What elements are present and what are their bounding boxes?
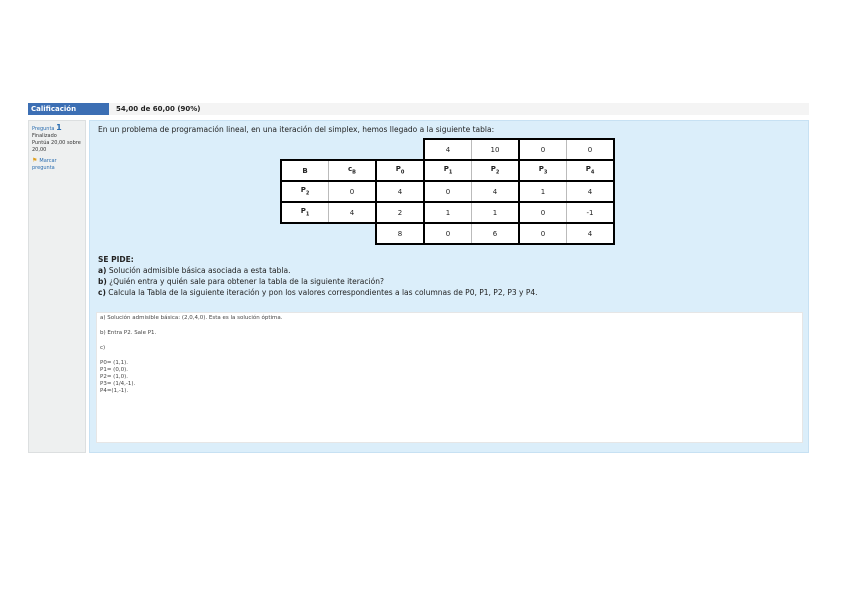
answer-line-c: c)	[100, 345, 106, 351]
table-cell	[281, 139, 329, 160]
answer-line-p1: P1= (0,0).	[100, 367, 128, 373]
table-cell: 4	[424, 139, 472, 160]
table-row-bottom	[281, 223, 614, 244]
table-cell: -1	[567, 202, 615, 223]
table-cell: 0	[519, 223, 567, 244]
table-cell: 0	[519, 202, 567, 223]
table-cell	[329, 139, 377, 160]
table-cell: 0	[424, 181, 472, 202]
answer-line-p3: P3= (1/4,-1).	[100, 381, 136, 387]
question-score-line2: 20,00	[32, 147, 47, 153]
grade-label: Calificación	[28, 103, 109, 115]
answer-box[interactable]	[96, 312, 803, 443]
table-cell	[376, 139, 424, 160]
task-b: b) ¿Quién entra y quién sale para obtener la tabla de la siguiente iteración?	[98, 277, 384, 286]
question-score-line1: Puntúa 20,00 sobre	[32, 140, 81, 146]
table-header-cell: $P_0$	[376, 160, 424, 181]
table-cell: 4	[567, 223, 615, 244]
table-cell: 1	[519, 181, 567, 202]
table-row-top	[281, 139, 614, 160]
table-cell: 6	[472, 223, 520, 244]
table-cell	[281, 223, 329, 244]
task-a: a) Solución admisible básica asociada a esta tabla.	[98, 266, 291, 275]
table-row	[281, 181, 614, 202]
answer-line-a: a) Solución admisible básica: (2,0,4,0). Esta es la solución óptima.	[100, 315, 283, 321]
table-cell: 10	[472, 139, 520, 160]
grade-value: 54,00 de 60,00 (90%)	[116, 105, 201, 113]
answer-line-p2: P2= (1,0).	[100, 374, 128, 380]
answer-line-p0: P0= (1,1).	[100, 360, 128, 366]
table-cell: 0	[329, 181, 377, 202]
table-cell: 0	[567, 139, 615, 160]
question-content	[89, 120, 809, 453]
table-header-cell: $P_2$	[472, 160, 520, 181]
table-cell: 4	[329, 202, 377, 223]
question-number	[32, 124, 82, 133]
answer-line-b: b) Entra P2. Sale P1.	[100, 330, 157, 336]
table-cell: $P_2$	[281, 181, 329, 202]
grade-bar	[28, 103, 809, 115]
task-title: SE PIDE:	[98, 255, 134, 264]
table-header-cell: B	[281, 160, 329, 181]
table-cell: 1	[424, 202, 472, 223]
question-statement: En un problema de programación lineal, en una iteración del simplex, hemos llegado a la siguiente tabla:	[98, 125, 495, 134]
table-header-cell: $P_3$	[519, 160, 567, 181]
table-row-header	[281, 160, 614, 181]
flag-label-line2: pregunta	[32, 165, 55, 171]
question-number-value: 1	[56, 123, 62, 132]
task-list	[98, 254, 538, 298]
task-c: c) Calcula la Tabla de la siguiente iteración y pon los valores correspondientes a las columnas de P0, P1, P2, P3 y P4.	[98, 288, 538, 297]
table-cell: 4	[472, 181, 520, 202]
table-row	[281, 202, 614, 223]
flag-question-button[interactable]	[32, 157, 82, 172]
question-status: Finalizado	[32, 133, 57, 139]
table-header-cell: $c_B$	[329, 160, 377, 181]
table-cell: 0	[424, 223, 472, 244]
table-cell: 8	[376, 223, 424, 244]
flag-label-line1: Marcar	[39, 158, 57, 164]
simplex-table	[280, 138, 615, 245]
table-cell: 2	[376, 202, 424, 223]
flag-icon: ⚑	[32, 157, 38, 164]
table-header-cell: $P_1$	[424, 160, 472, 181]
table-cell: 4	[567, 181, 615, 202]
question-info-panel	[28, 120, 86, 453]
answer-line-p4: P4=(1,-1).	[100, 388, 129, 394]
table-cell: 0	[519, 139, 567, 160]
table-cell: $P_1$	[281, 202, 329, 223]
table-header-cell: $P_4$	[567, 160, 615, 181]
question-label: Pregunta	[32, 126, 55, 132]
table-cell	[329, 223, 377, 244]
table-cell: 1	[472, 202, 520, 223]
table-cell: 4	[376, 181, 424, 202]
